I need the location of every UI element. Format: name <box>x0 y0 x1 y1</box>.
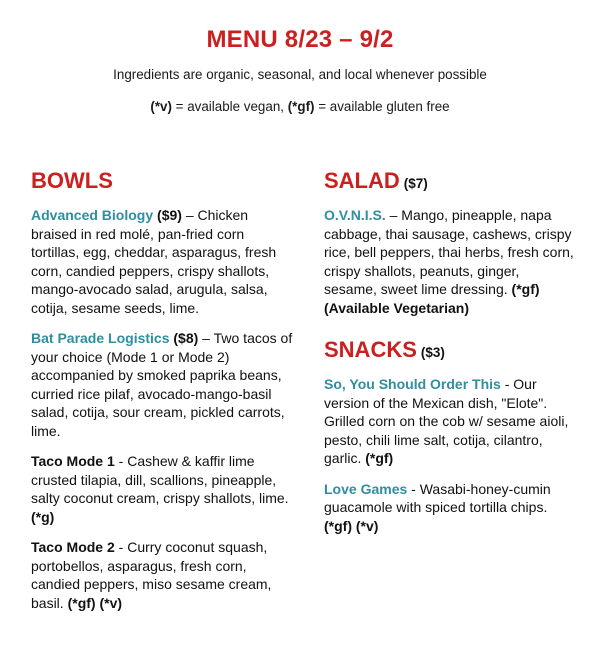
item-description: - Our version of the Mexican dish, "Elote". Grilled corn on the cob w/ sesame aioli, pesto, chili lime salt, cotija, cilantro, garlic. <box>324 376 569 466</box>
item-diet-tags: (*g) <box>31 508 55 525</box>
item-description: - Cashew & kaffir lime crusted tilapia, dill, scallions, pineapple, salty coconut cream, crispy shallots, lime. <box>31 453 289 506</box>
bowls-heading <box>31 170 293 192</box>
menu-item-taco-mode-2 <box>31 538 293 612</box>
item-description: – Mango, pineapple, napa cabbage, thai sausage, cashews, crispy rice, bell peppers, thai herbs, fresh corn, crispy shallots, peanuts, ginger, sesame, sweet lime dressing. <box>324 207 574 297</box>
bowls-heading-label: BOWLS <box>31 168 113 193</box>
menu-subtitle: Ingredients are organic, seasonal, and local whenever possible <box>113 67 487 82</box>
item-name: Taco Mode 1 <box>31 453 115 469</box>
item-name: Taco Mode 2 <box>31 539 115 555</box>
item-diet-tags: (*gf) <box>365 450 394 466</box>
item-diet-tags: (*gf) (*v) <box>324 517 379 534</box>
menu-item-love-games <box>324 480 574 536</box>
menu-item-taco-mode-1 <box>31 452 293 526</box>
snacks-price: ($3) <box>420 345 445 360</box>
item-price: ($9) <box>157 207 182 223</box>
item-name: Love Games <box>324 480 408 497</box>
salad-heading-label: SALAD <box>324 168 400 193</box>
legend-gf-code: (*gf) <box>287 99 315 114</box>
legend-vegan-text: = available vegan, <box>171 99 288 114</box>
salad-heading <box>324 170 574 192</box>
item-description: – Two tacos of your choice (Mode 1 or Mode 2) accompanied by smoked paprika beans, curried rice pilaf, avocado-mango-basil salad, cotija, sour cream, pickled carrots, lime. <box>31 330 293 439</box>
item-name: O.V.N.I.S. <box>324 207 386 223</box>
menu-item-so-you-should-order-this <box>324 375 574 468</box>
item-description: – Chicken braised in red molé, pan-fried corn tortillas, egg, cheddar, asparagus, fresh corn, candied peppers, crispy shallots, mango-avocado salad, arugula, salsa, cotija, sesame seeds, lime. <box>31 207 277 316</box>
legend-gf-text: = available gluten free <box>314 99 450 114</box>
item-diet-tags: (*gf) (*v) <box>67 594 123 611</box>
item-diet-tags: (*gf) (Available Vegetarian) <box>324 281 540 316</box>
menu-title: MENU 8/23 – 9/2 <box>206 26 394 53</box>
legend-vegan-code: (*v) <box>150 99 172 114</box>
dietary-legend <box>0 99 600 114</box>
item-description: - Wasabi-honey-cumin guacamole with spiced tortilla chips. <box>324 480 551 515</box>
menu-item-ovnis <box>324 206 574 317</box>
item-name: Advanced Biology <box>31 207 154 223</box>
item-name: Bat Parade Logistics <box>31 330 170 346</box>
bowls-column <box>31 170 293 624</box>
snacks-heading <box>324 339 574 361</box>
menu-item-bat-parade-logistics <box>31 329 293 440</box>
item-price: ($8) <box>173 330 199 346</box>
snacks-heading-label: SNACKS <box>324 337 417 362</box>
salad-snacks-column <box>324 170 574 547</box>
menu-item-advanced-biology <box>31 206 293 317</box>
item-name: So, You Should Order This <box>324 376 501 392</box>
item-description: - Curry coconut squash, portobellos, asparagus, fresh corn, candied peppers, miso sesame cream, basil. <box>31 539 272 611</box>
salad-price: ($7) <box>403 176 428 191</box>
